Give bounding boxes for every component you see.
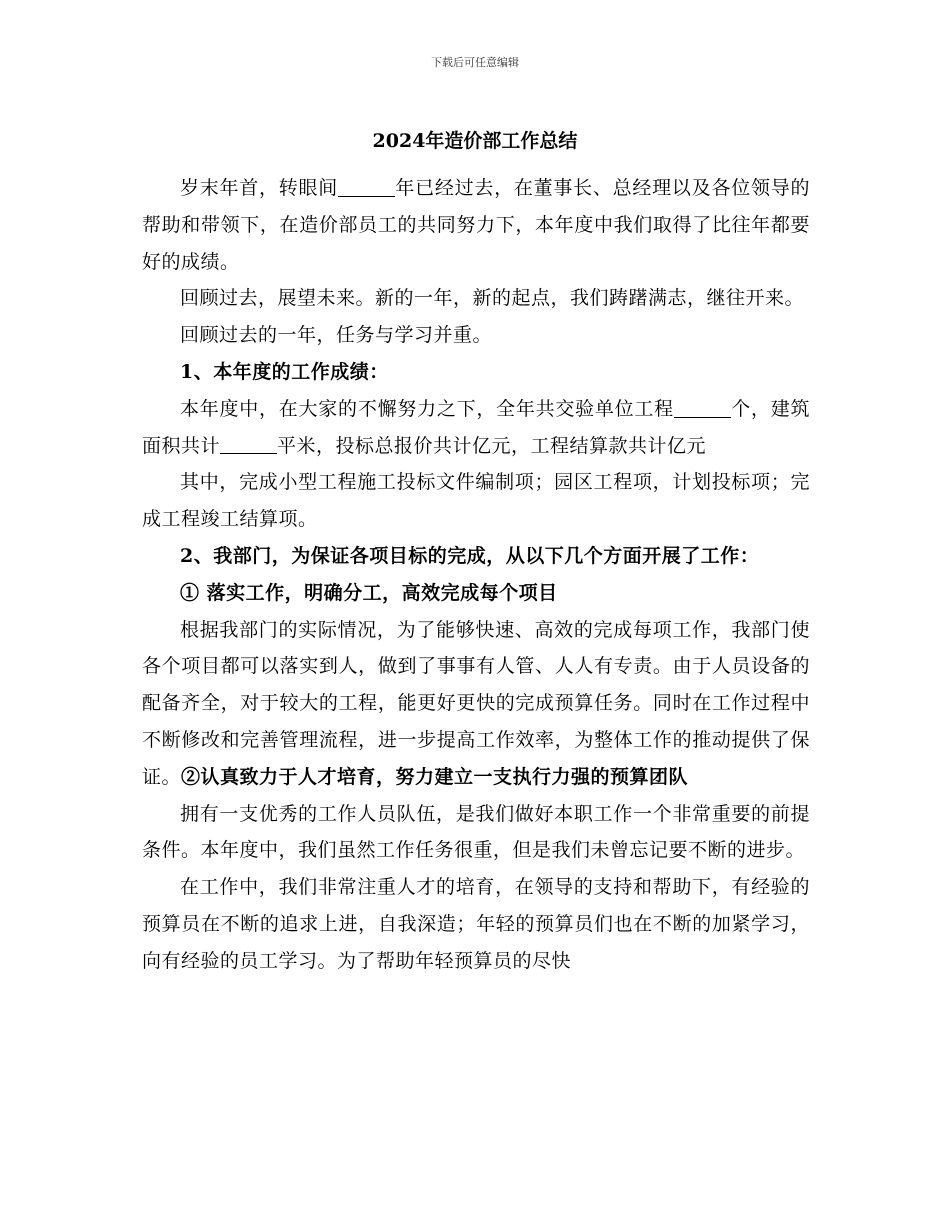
intro-text-b: 年已经过去，在董事长、总经理以及各位领导的帮助和带领下，在造价部员工的共同努力下，本年度中我们取得了比往年都要好的成绩。 bbox=[142, 177, 810, 273]
paragraph-implementation bbox=[142, 612, 810, 796]
heading-achievements: 1、本年度的工作成绩： bbox=[180, 360, 389, 383]
paragraph-outlook: 回顾过去，展望未来。新的一年，新的起点，我们踌躇满志，继往开来。 bbox=[180, 287, 805, 310]
achievements-text-a: 本年度中，在大家的不懈努力之下，全年共交验单位工程 bbox=[180, 397, 674, 420]
blank-year bbox=[338, 177, 395, 197]
page-header: 下载后可任意编辑 bbox=[431, 56, 519, 69]
implementation-text: 根据我部门的实际情况，为了能够快速、高效的完成每项工作，我部门使各个项目都可以落实到人，做到了事事有人管、人人有专责。由于人员设备的配备齐全，对于较大的工程，能更好更快的完成预算任务。同时在工作过程中不断修改和完善管理流程，进一步提高工作效率，为整体工作的推动提供了保证。 bbox=[142, 618, 810, 788]
document-body bbox=[142, 170, 810, 980]
achievements-text-c: 平米，投标总报价共计亿元，工程结算款共计亿元 bbox=[277, 434, 707, 457]
heading-implementation: ① 落实工作，明确分工，高效完成每个项目 bbox=[180, 581, 558, 604]
blank-area bbox=[220, 434, 277, 454]
paragraph-achievements bbox=[142, 391, 810, 465]
intro-text-a: 岁末年首，转眼间 bbox=[180, 177, 339, 199]
blank-count bbox=[674, 398, 731, 418]
document-title: 2024年造价部工作总结 bbox=[372, 130, 578, 152]
paragraph-training: 在工作中，我们非常注重人才的培育，在领导的支持和帮助下，有经验的预算员在不断的追求上进，自我深造；年轻的预算员们也在不断的加紧学习，向有经验的员工学习。为了帮助年轻预算员的尽快 bbox=[142, 876, 810, 972]
achievements-text-b: 个，建筑面积共计 bbox=[142, 397, 810, 457]
paragraph-intro bbox=[142, 170, 810, 280]
heading-talent: ②认真致力于人才培育，努力建立一支执行力强的预算团队 bbox=[181, 765, 689, 788]
paragraph-review: 回顾过去的一年，任务与学习并重。 bbox=[180, 324, 493, 347]
paragraph-projects: 其中，完成小型工程施工投标文件编制项；园区工程项，计划投标项；完成工程竣工结算项。 bbox=[142, 471, 810, 531]
heading-work-areas: 2、我部门，为保证各项目标的完成，从以下几个方面开展了工作： bbox=[180, 544, 760, 567]
paragraph-team: 拥有一支优秀的工作人员队伍，是我们做好本职工作一个非常重要的前提条件。本年度中，我们虽然工作任务很重，但是我们未曾忘记要不断的进步。 bbox=[142, 802, 810, 862]
